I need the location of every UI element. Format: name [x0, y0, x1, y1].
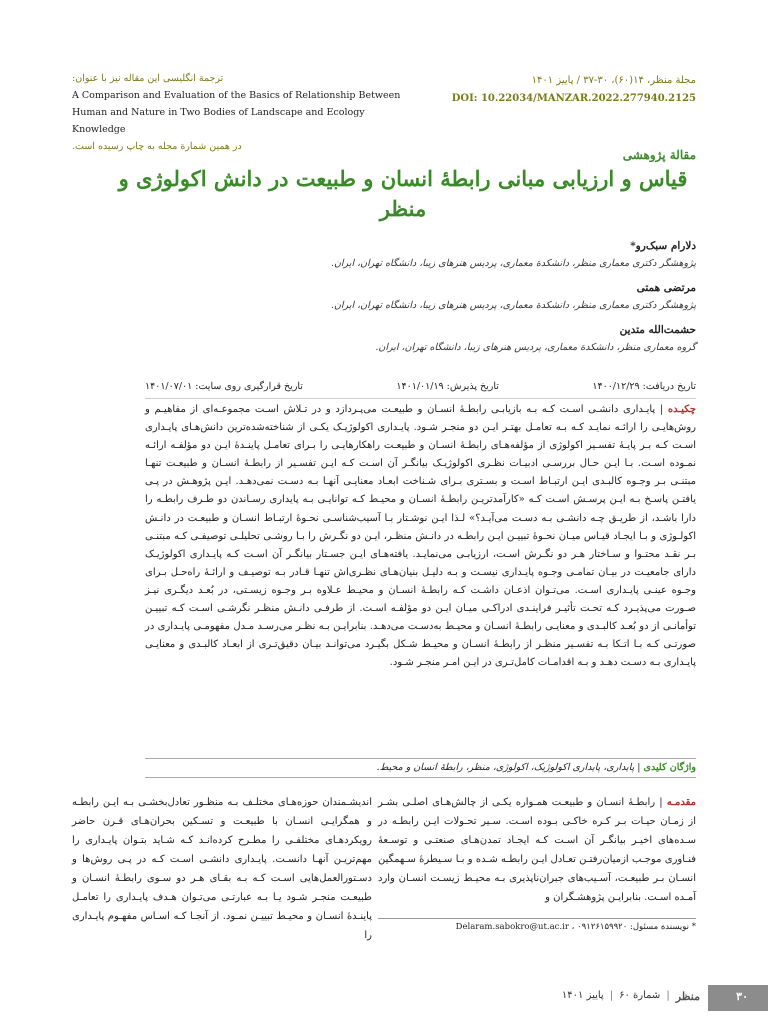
- author-affiliation: پژوهشگر دکتری معماری منظر، دانشکدة معماری، پردیس هنرهای زیبا، دانشگاه تهران، ایران.: [330, 300, 696, 311]
- corresponding-author-footnote: * نویسندة مسئول: ۰۹۱۲۶۱۵۹۹۲۰ ، Delaram.sabokro@ut.ac.ir: [378, 918, 696, 932]
- intro-separator: |: [655, 797, 663, 808]
- keywords-label: واژگان کلیدی: [643, 762, 696, 773]
- keywords: [145, 758, 696, 778]
- footer-season: پاییز ۱۴۰۱: [561, 990, 604, 1001]
- keywords-separator: |: [634, 762, 641, 773]
- footer-divider: |: [609, 990, 614, 1001]
- footer-issue: شمارة ۶۰: [619, 990, 661, 1001]
- author-name: مرتضی همتی: [636, 282, 696, 294]
- journal-citation: مجلة منظر، ۱۴(۶۰)، ۳۰-۳۷ / پاییز ۱۴۰۱: [531, 75, 696, 86]
- intro-text-left: اندیشـمندان حوزه‌هـای مختلـف بـه منظـور تعادل‌بخشـی بـه ایـن رابطـه و همگرایـی انسـان با طبیعـت و تسـکین بحران‌هـای قـرن حاضر رویکردهـای مختلفـی را مطـرح کرده‌انـد کـه شـاید بتـوان پایـداری را مهم‌تریـن آنهـا دانسـت. پایـداری دانشـی اسـت کـه در پـی روش‌ها و دسـتورالعمل‌هایی اسـت کـه بـه بقـای هـر دو سـوی رابطـۀ انسـان و طبیعـت منجـر شـود یـا بـه عبارتـی می‌تـوان هـدف پایـداری را تعامـل پاینـدۀ انسـان و محیـط تبییـن نمـود. از آنجـا کـه اسـاس مفهـوم پایـداری را: [72, 797, 372, 941]
- abstract-separator: |: [655, 404, 664, 415]
- author-name: حشمت‌الله متدین: [619, 324, 696, 336]
- page-number: ۳۰: [736, 990, 748, 1003]
- article-dates: [145, 381, 696, 392]
- footer-divider: |: [666, 990, 670, 1001]
- intro-text-right: رابطـۀ انسـان و طبیعـت همـواره یکـی از چالش‌هـای اصلـی بشـر از زمـان حیـات بـر کـره خاکـی بـوده اسـت. سـیر تحـولات ایـن رابطـه در سـده‌های اخیـر بیانگـر آن اسـت کـه ایجـاد تمدن‌هـای صنعتـی و توسـعۀ فنـاوری موجـب ازمیان‌رفتـن تعـادل ایـن رابطـه شـده و بـا سـیطرۀ سـهمگین انسـان بـر طبیعـت، آسـیب‌های جبران‌ناپذیری بـه محیـط زیسـت انسـان وارد آمـده اسـت. بنابرایـن پژوهشـگران و: [378, 797, 696, 903]
- english-title: A Comparison and Evaluation of the Basics of Relationship Between Human and Nature in Two Bodies of Landscape and Ecology Knowledge: [72, 90, 401, 135]
- translation-note: [72, 70, 412, 155]
- journal-logo: منظر: [675, 990, 700, 1003]
- author-affiliation: پژوهشگر دکتری معماری منظر، دانشکدة معماری، پردیس هنرهای زیبا، دانشگاه تهران، ایران.: [330, 258, 696, 269]
- keywords-text: پایداری، پایداری اکولوژیک، اکولوژی، منظر، رابطۀ انسان و محیط.: [376, 762, 635, 773]
- date-accepted: تاریخ پذیرش: ۱۴۰۱/۰۱/۱۹: [396, 381, 499, 392]
- translation-note-intro: ترجمة انگلیسی این مقاله نیز با عنوان:: [72, 73, 224, 84]
- footer-info: [562, 990, 700, 1003]
- published-note: در همین شمارة مجله به چاپ رسیده است.: [72, 141, 242, 152]
- doi-link[interactable]: DOI: 10.22034/MANZAR.2022.277940.2125: [451, 93, 696, 104]
- intro-column-right: [378, 793, 696, 907]
- abstract-label: چکیـده: [667, 404, 696, 415]
- abstract-text: پایـداری دانشـی اسـت کـه بـه بازیابـی رابطـۀ انسـان و طبیعـت می‌پـردازد و در تـلاش اسـت مجموعـه‌ای از مفاهیـم و روش‌هایـی را ارائـه نمایـد کـه بـه تعامـل بهتـر ایـن دو منجـر شـود. پایـداری اکولوژیـک یکـی از شناخته‌شده‌ترین دانش‌هـای پایـداری اسـت کـه بـر پایـۀ تفسـیر اکولوژی از مؤلفه‌هـای رابطـۀ انسـان و طبیعـت راهکارهایـی را بـرای تعامـل پاینـدۀ ایـن دو مؤلفـه ارائـه نمـوده اسـت. بـا ایـن حـال بررسـی ادبیـات نظـری اکولوژیـک بیانگـر آن اسـت کـه ایـن تفسـیر از رابطـۀ انسـان و طبیعـت تنهـا مبتنـی بـر وجـوه کالبـدی ایـن ارتبـاط اسـت و بسـتری بـرای شـناخت ابعـاد معنایـی آنهـا بـه دسـت نمی‌دهـد. ایـن پژوهـش در پـی یافتـن پاسـخ بـه ایـن پرسـش اسـت کـه «کارآمدتریـن رابطـۀ انسـان و محیـط کـه توانایـی بـه پایداری رسـاندن دو طـرف رابطـه را دارا باشـد، از طریـق چـه دانشـی بـه دسـت می‌آیـد؟» لـذا ایـن نوشـتار بـا آسیب‌شناسـی نحـوۀ ارتبـاط انسـان و طبیعـت در دانـش اکولـوژی و بـا ایجـاد قیـاس میـان نحـوۀ تبییـن ایـن رابطـه در دانـش منظـر، ایـن دو نگـرش را بـا روشـی تحلیلـی توصیفـی کـه مبتنـی بـر نقـد محتـوا و سـاختار هـر دو نگـرش اسـت، ارزیابـی می‌نمایـد. یافته‌هـای ایـن جسـتار بیانگـر آن اسـت کـه پایـداری اکولوژیـک دارای جامعیـت در بیـان تمامـی وجـوه پایـداری نیسـت و بـه دلیـل بنیان‌هـای نظـری‌اش تنهـا قـادر بـه توصیـف و ارائـۀ راه‌حـل بـرای وجـوه عینـی پایـداری اسـت. می‌تـوان اذعـان داشـت کـه رابطـۀ انسـان و محیـط عـلاوه بـر وجـوه زیسـتی، در بُعـد دیگـری نیـز صـورت می‌پذیـرد کـه تحـت تأثیـر فراینـدی ادراکـی میـان ایـن دو مؤلفـه اسـت. از طرفـی دانـش منظـر نگرشـی اسـت کـه تبییـن توأمانـی از دو بُعـد کالبـدی و معنایـی رابطـۀ انسـان و محیـط به‌دسـت می‌دهـد. بنابرایـن بـه نظـر می‌رسـد مـدل مفهومـی پایـداری در صورتـی کـه بـا اتـکا بـه تفسـیر منظـر از رابطـۀ انسـان و محیـط شـکل بگیـرد می‌توانـد بیـان دقیق‌تـری از ابعـاد کالبـدی و معنایـی پایـداری بـه دسـت دهـد و بـه اقدامـات کامل‌تـری در ایـن امـر منجـر شـود.: [145, 404, 696, 669]
- date-online: تاریخ قرارگیری روی سایت: ۱۴۰۱/۰۷/۰۱: [145, 381, 303, 392]
- date-received: تاریخ دریافت: ۱۴۰۰/۱۲/۲۹: [592, 381, 696, 392]
- intro-column-left: [72, 793, 372, 945]
- intro-label: مقدمـه: [666, 797, 696, 808]
- article-title: قیاس و ارزیابی مبانی رابطۀ انسان و طبیعت در دانش اکولوژی و منظر: [118, 166, 688, 221]
- abstract: [145, 398, 696, 751]
- author-affiliation: گروه معماری منظر، دانشکدة معماری، پردیس هنرهای زیبا، دانشگاه تهران، ایران.: [375, 342, 696, 353]
- article-type-label: مقالة پژوهشی: [622, 148, 696, 162]
- author-name: دلارام سبک‌رو*: [630, 240, 696, 252]
- journal-header: [396, 72, 696, 108]
